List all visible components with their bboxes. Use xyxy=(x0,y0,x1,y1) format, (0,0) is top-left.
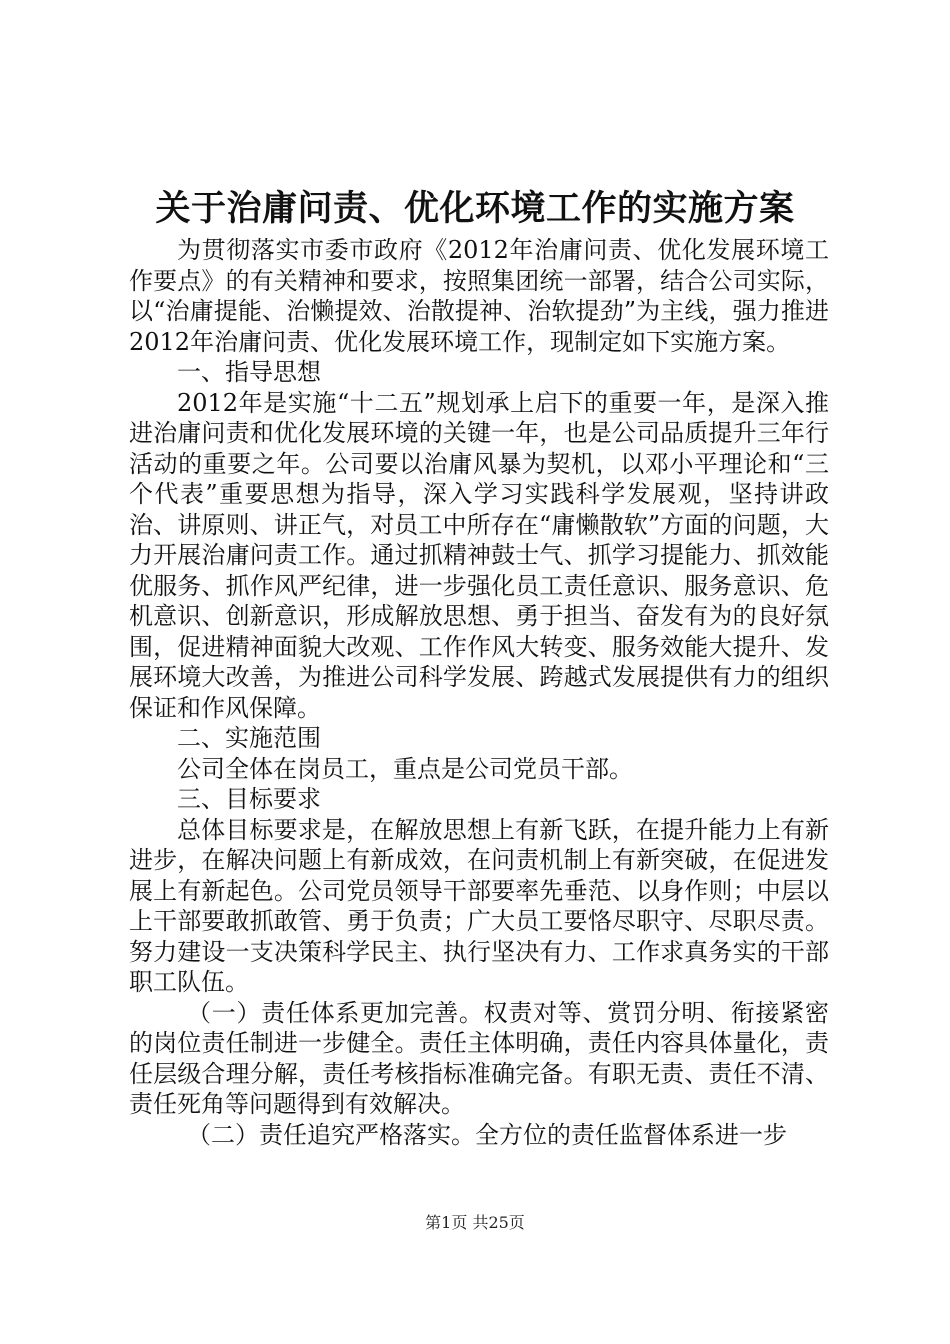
subsection-accountability: （二）责任追究严格落实。全方位的责任监督体系进一步 xyxy=(187,1120,787,1149)
section-heading-guiding-ideology: 一、指导思想 xyxy=(177,358,321,386)
goals-paragraph: 总体目标要求是，在解放思想上有新飞跃，在提升能力上有新进步，在解决问题上有新成效，在问责机制上有新突破，在促进发展上有新起色。公司党员领导干部要率先垂范、以身作则；中层以上干部要敢抓敢管、勇于负责；广大员工要恪尽职守、尽职尽责。努力建设一支决策科学民主、执行坚决有力、工作求真务实的干部职工队伍。 xyxy=(129,815,829,996)
document-title: 关于治庸问责、优化环境工作的实施方案 xyxy=(155,188,795,229)
subsection-responsibility-system: （一）责任体系更加完善。权责对等、赏罚分明、衔接紧密的岗位责任制进一步健全。责任主体明确，责任内容具体量化，责任层级合理分解，责任考核指标准确完备。有职无责、责任不清、责任死角等问题得到有效解决。 xyxy=(129,998,829,1118)
scope-paragraph: 公司全体在岗员工，重点是公司党员干部。 xyxy=(177,754,633,783)
guiding-ideology-paragraph: 2012年是实施“十二五”规划承上启下的重要一年，是深入推进治庸问责和优化发展环境的关键一年，也是公司品质提升三年行活动的重要之年。公司要以治庸风暴为契机，以邓小平理论和“三个代表”重要思想为指导，深入学习实践科学发展观，坚持讲政治、讲原则、讲正气，对员工中所存在“庸懒散软”方面的问题，大力开展治庸问责工作。通过抓精神鼓士气、抓学习提能力、抓效能优服务、抓作风严纪律，进一步强化员工责任意识、服务意识、危机意识、创新意识，形成解放思想、勇于担当、奋发有为的良好氛围，促进精神面貌大改观、工作作风大转变、服务效能大提升、发展环境大改善，为推进公司科学发展、跨越式发展提供有力的组织保证和作风保障。 xyxy=(129,388,829,722)
document-body xyxy=(129,235,829,1150)
intro-paragraph: 为贯彻落实市委市政府《2012年治庸问责、优化发展环境工作要点》的有关精神和要求，按照集团统一部署，结合公司实际，以“治庸提能、治懒提效、治散提神、治软提劲”为主线，强力推进2012年治庸问责、优化发展环境工作，现制定如下实施方案。 xyxy=(129,236,829,356)
page-footer: 第1页 共25页 xyxy=(425,1213,525,1232)
section-heading-scope: 二、实施范围 xyxy=(177,724,321,752)
section-heading-goals: 三、目标要求 xyxy=(177,785,321,813)
